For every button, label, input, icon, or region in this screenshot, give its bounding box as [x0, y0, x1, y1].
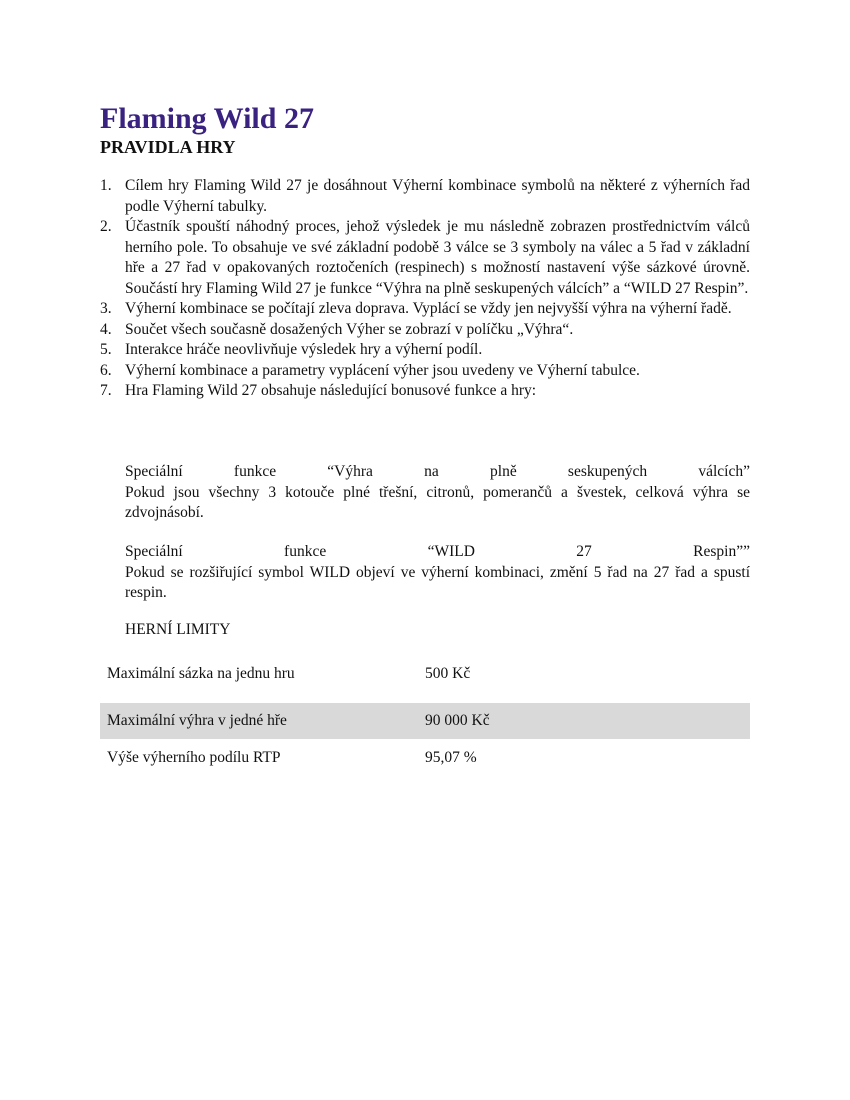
- rule-text: Cílem hry Flaming Wild 27 je dosáhnout Výherní kombinace symbolů na některé z výherních řad podle Výherní tabulky.: [125, 177, 750, 215]
- limit-value: 95,07 %: [425, 749, 477, 766]
- limit-label: Výše výherního podílu RTP: [107, 749, 281, 766]
- rule-text: Interakce hráče neovlivňuje výsledek hry a výherní podíl.: [125, 341, 483, 358]
- rule-item: [100, 361, 750, 382]
- rule-text: Hra Flaming Wild 27 obsahuje následující bonusové funkce a hry:: [125, 382, 537, 399]
- rule-text: Výherní kombinace a parametry vyplácení výher jsou uvedeny ve Výherní tabulce.: [125, 361, 640, 379]
- bonus-feature-wild-respin: [125, 542, 750, 604]
- rule-number: 2.: [100, 218, 112, 235]
- rule-number: 1.: [100, 177, 112, 194]
- rules-list: [100, 176, 750, 402]
- document-title: Flaming Wild 27: [100, 102, 314, 135]
- rule-item: [100, 320, 750, 341]
- rule-text: Výherní kombinace se počítají zleva doprava. Vyplácí se vždy jen nejvyšší výhra na výherní řadě.: [125, 300, 732, 317]
- limit-value: 90 000 Kč: [425, 712, 490, 729]
- limit-label: Maximální sázka na jednu hru: [107, 665, 295, 682]
- rule-item: [100, 299, 750, 320]
- document-subtitle: PRAVIDLA HRY: [100, 137, 236, 157]
- bonus-feature-heading: Speciální funkce “WILD 27 Respin””: [125, 543, 750, 560]
- rule-item: [100, 176, 750, 217]
- limit-value: 500 Kč: [425, 665, 471, 682]
- bonus-feature-heading: Speciální funkce “Výhra na plně seskupených válcích”: [125, 463, 750, 480]
- limit-row-rtp: [100, 740, 750, 776]
- rule-number: 3.: [100, 300, 112, 317]
- limits-heading: HERNÍ LIMITY: [125, 621, 231, 638]
- rule-number: 6.: [100, 361, 112, 379]
- limit-label: Maximální výhra v jedné hře: [107, 712, 287, 729]
- rule-item: [100, 217, 750, 299]
- limit-row-max-bet: [100, 656, 750, 692]
- rule-text: Účastník spouští náhodný proces, jehož výsledek je mu následně zobrazen prostřednictvím válců herního pole. To obsahuje ve své základní podobě 3 válce se 3 symboly na válec a 5 řad v základní hře a 27 řad v opakovaných roztočeních (respinech) s možností nastavení výše sázkové úrovně. Součástí hry Flaming Wild 27 je funkce “Výhra na plně seskupených válcích” a “WILD 27 Respin”.: [125, 218, 750, 297]
- bonus-feature-full-reels: [125, 462, 750, 524]
- rule-text: Součet všech současně dosažených Výher se zobrazí v políčku „Výhra“.: [125, 320, 574, 338]
- rule-number: 7.: [100, 382, 112, 399]
- bonus-feature-description: Pokud se rozšiřující symbol WILD objeví ve výherní kombinaci, změní 5 řad na 27 řad a spustí respin.: [125, 563, 750, 601]
- bonus-feature-description: Pokud jsou všechny 3 kotouče plné třešní, citronů, pomerančů a švestek, celková výhra se zdvojnásobí.: [125, 483, 750, 521]
- rule-number: 5.: [100, 341, 112, 358]
- rule-item: [100, 381, 750, 402]
- rule-item: [100, 340, 750, 361]
- limit-row-max-win: [100, 703, 750, 739]
- rule-number: 4.: [100, 320, 112, 338]
